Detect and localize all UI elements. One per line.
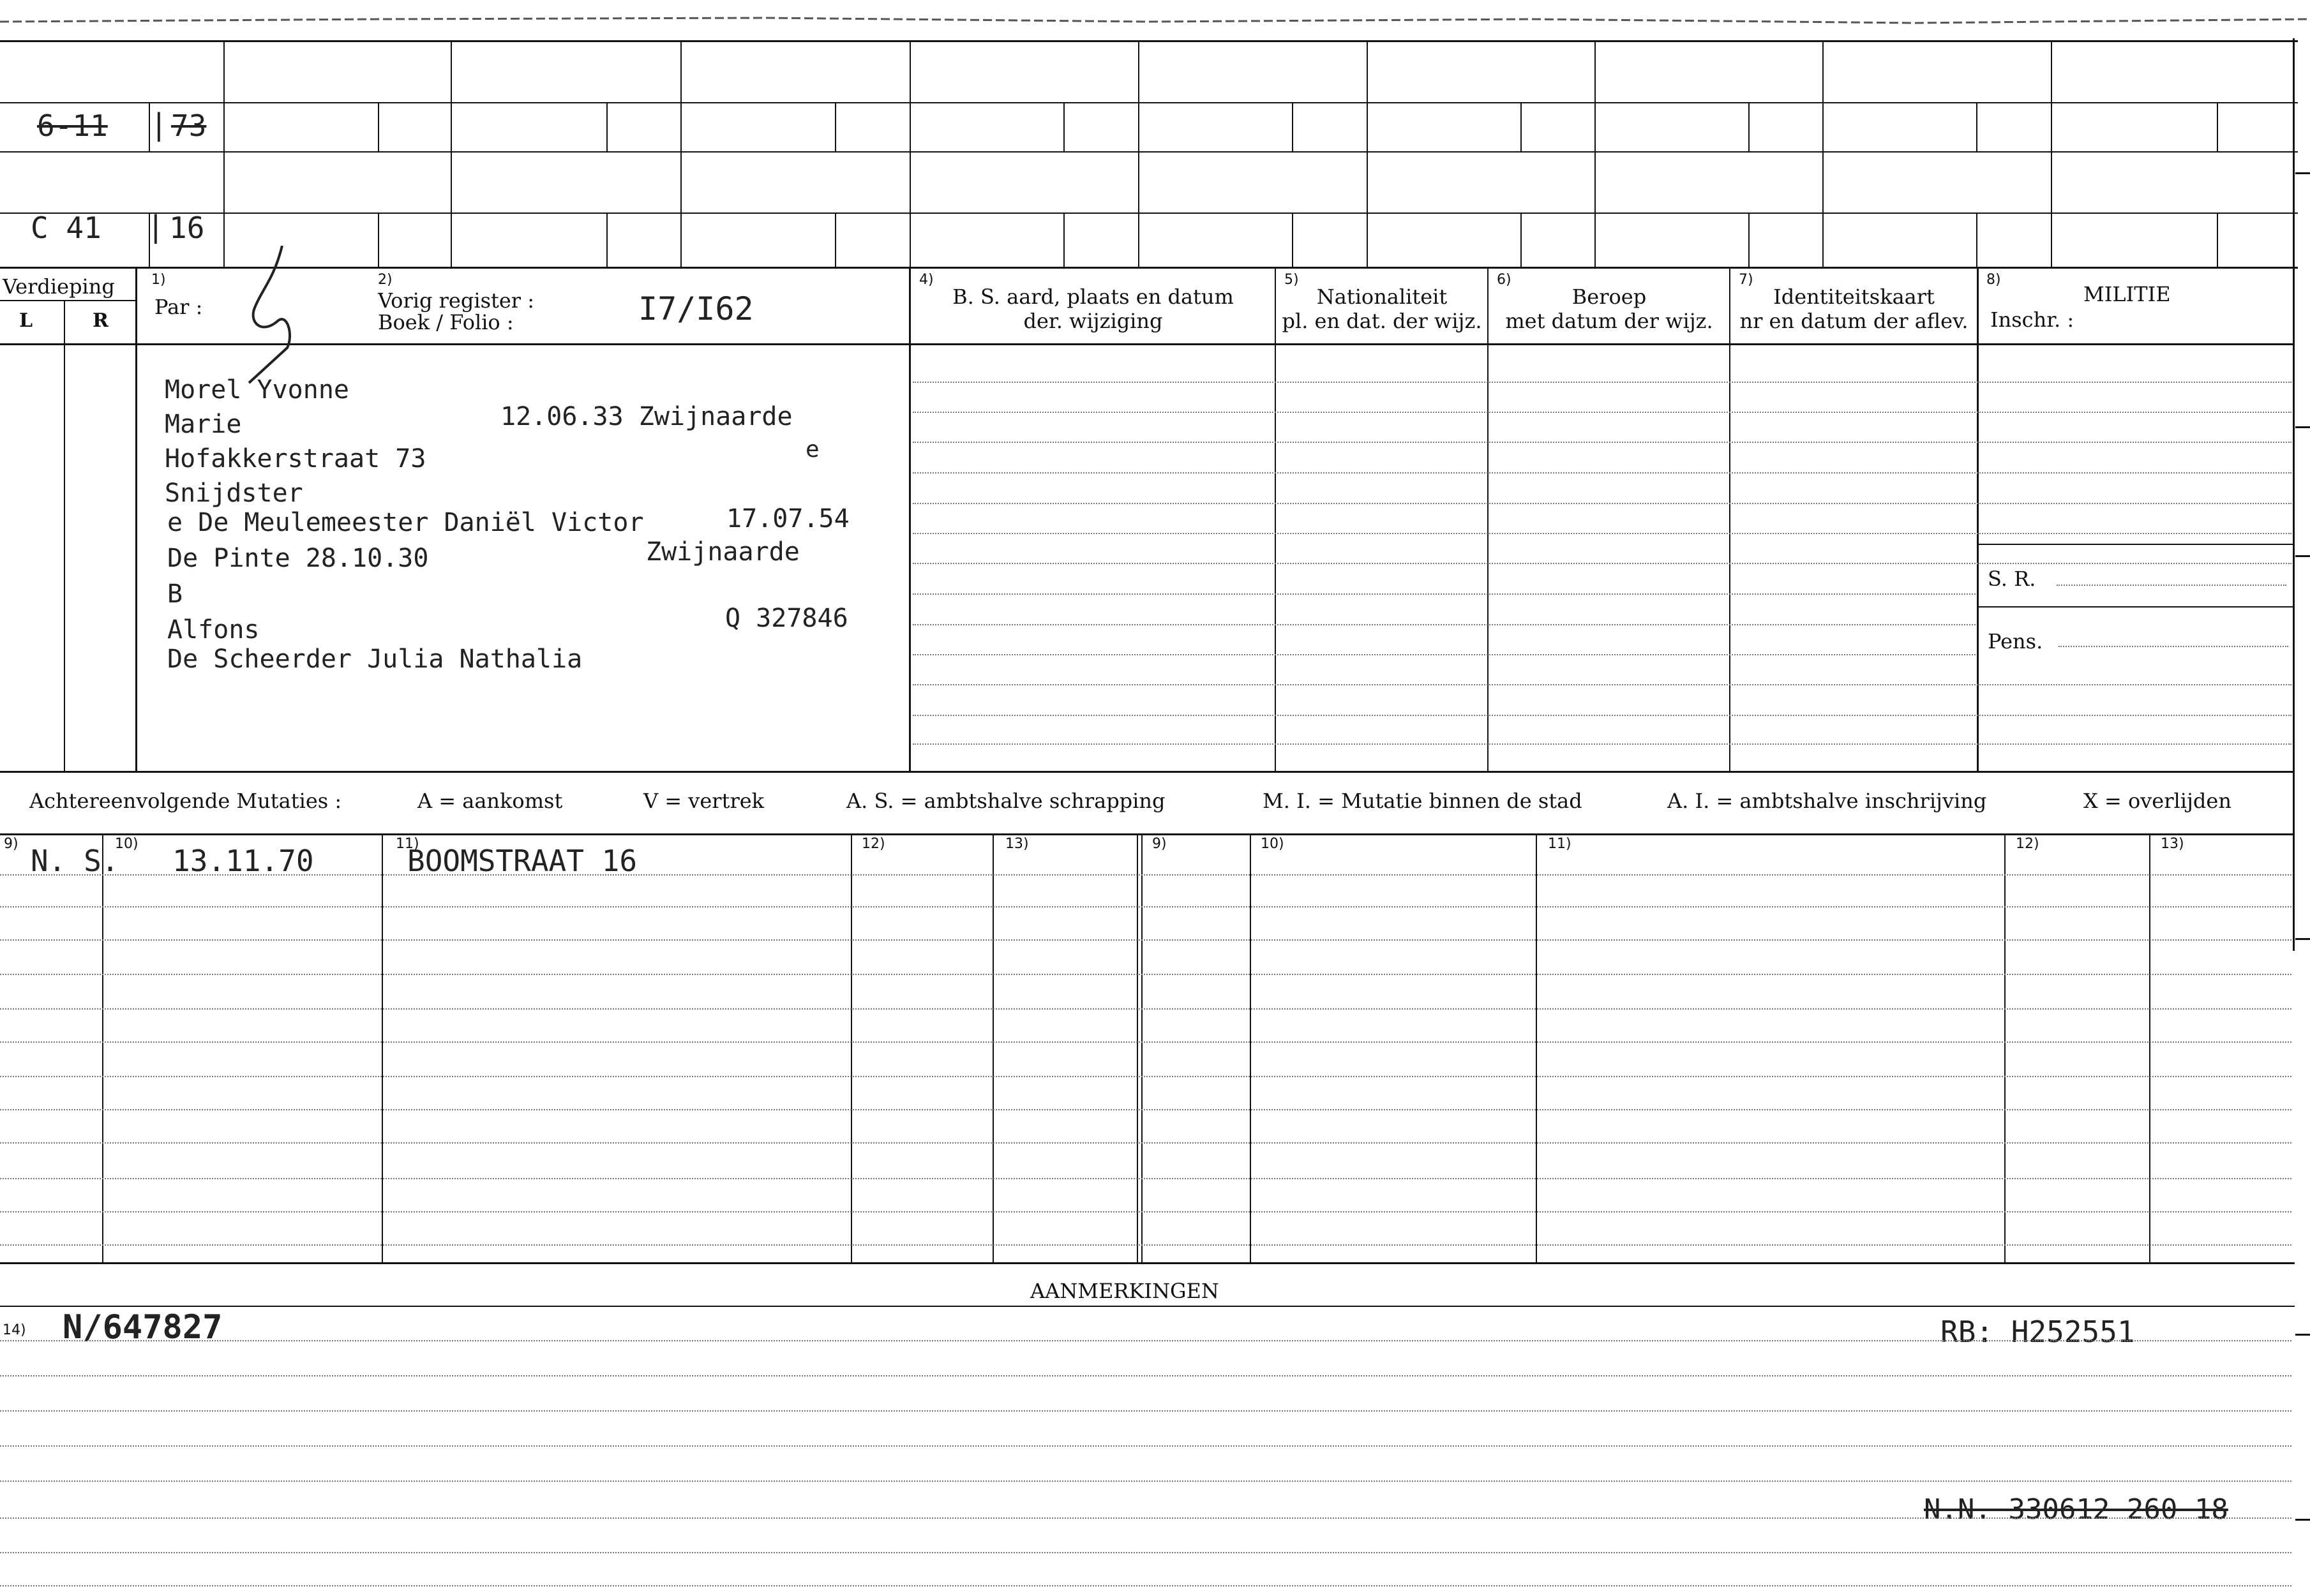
birth-date-place: 12.06.33 Zwijnaarde [500, 402, 793, 431]
legend-title: Achtereenvolgende Mutaties : [29, 789, 342, 813]
occupation: Snijdster [165, 479, 303, 508]
bs-header: B. S. aard, plaats en datum der. wijziging [952, 285, 1234, 333]
surname-firstname: Morel Yvonne [165, 375, 349, 405]
old-number-separator: | [150, 107, 168, 142]
house-number: 16 [169, 211, 205, 245]
remarks-title: AANMERKINGEN [1030, 1279, 1219, 1303]
col4-number: 4) [919, 272, 934, 288]
spouse-birth: De Pinte 28.10.30 [167, 544, 429, 573]
col5-number: 5) [1284, 272, 1299, 288]
legend-mi: M. I. = Mutatie binnen de stad [1263, 789, 1582, 813]
mutation-address: BOOMSTRAAT 16 [407, 844, 638, 878]
mutation-date: 13.11.70 [172, 844, 314, 878]
mutation-type: N. S. [31, 844, 119, 878]
spouse: e De Meulemeester Daniël Victor [167, 508, 644, 537]
old-house-number: 73 [171, 108, 207, 143]
father-name: Alfons [167, 615, 260, 645]
mut-col11: 11) [396, 836, 419, 852]
par-label: Par : [154, 295, 203, 319]
floor-left-label: L [19, 310, 33, 332]
floor-right-label: R [93, 310, 109, 332]
identiteitskaart-header: Identiteitskaart nr en datum der aflev. [1739, 285, 1969, 333]
inschr-label: Inschr. : [1990, 308, 2074, 332]
col7-number: 7) [1739, 272, 1753, 288]
beroep-header: Beroep met datum der wijz. [1505, 285, 1713, 333]
remarks-value: N/647827 [63, 1308, 223, 1346]
col6-number: 6) [1497, 272, 1511, 288]
col1-number: 1) [151, 272, 166, 288]
sr-label: S. R. [1988, 567, 2036, 591]
marriage-date: 17.07.54 [726, 504, 850, 533]
vorig-register-label: Vorig register : [378, 288, 535, 313]
mark-e: e [806, 436, 820, 463]
mut-col10: 10) [115, 836, 139, 852]
boek-folio-label: Boek / Folio : [378, 310, 514, 334]
nationaliteit-header: Nationaliteit pl. en dat. der wijz. [1282, 285, 1482, 333]
rb-number: RB: H252551 [1940, 1315, 2135, 1349]
mut-col10b: 10) [1261, 836, 1284, 852]
mut-col12: 12) [862, 836, 885, 852]
mut-col9: 9) [4, 836, 19, 852]
verdieping-label: Verdieping [3, 274, 115, 299]
remarks-number: 14) [3, 1322, 26, 1338]
militie-label: MILITIE [2083, 282, 2171, 306]
address: Hofakkerstraat 73 [165, 444, 426, 474]
legend-v: V = vertrek [643, 789, 765, 813]
national-number: N.N. 330612 260 18 [1924, 1493, 2228, 1526]
legend-x: X = overlijden [2083, 789, 2231, 813]
id-reference: Q 327846 [725, 604, 848, 633]
mut-col9b: 9) [1152, 836, 1167, 852]
mark-b: B [167, 579, 183, 609]
torn-edge-icon [0, 0, 2310, 26]
pens-label: Pens. [1988, 629, 2043, 653]
mut-col12b: 12) [2016, 836, 2039, 852]
mut-col13b: 13) [2161, 836, 2184, 852]
mut-col13: 13) [1005, 836, 1029, 852]
legend-a: A = aankomst [417, 789, 563, 813]
mut-col11b: 11) [1548, 836, 1571, 852]
col8-number: 8) [1986, 272, 2001, 288]
col2-number: 2) [378, 272, 393, 288]
old-section-code: 6-11 [37, 108, 108, 143]
section-code: C 41 [31, 211, 101, 245]
second-name: Marie [165, 410, 242, 439]
marriage-place: Zwijnaarde [646, 537, 800, 567]
legend-ai: A. I. = ambtshalve inschrijving [1667, 789, 1987, 813]
mother-name: De Scheerder Julia Nathalia [167, 645, 583, 674]
number-separator: | [147, 209, 165, 244]
legend-as: A. S. = ambtshalve schrapping [846, 789, 1166, 813]
boek-folio-value: I7/I62 [638, 290, 754, 327]
